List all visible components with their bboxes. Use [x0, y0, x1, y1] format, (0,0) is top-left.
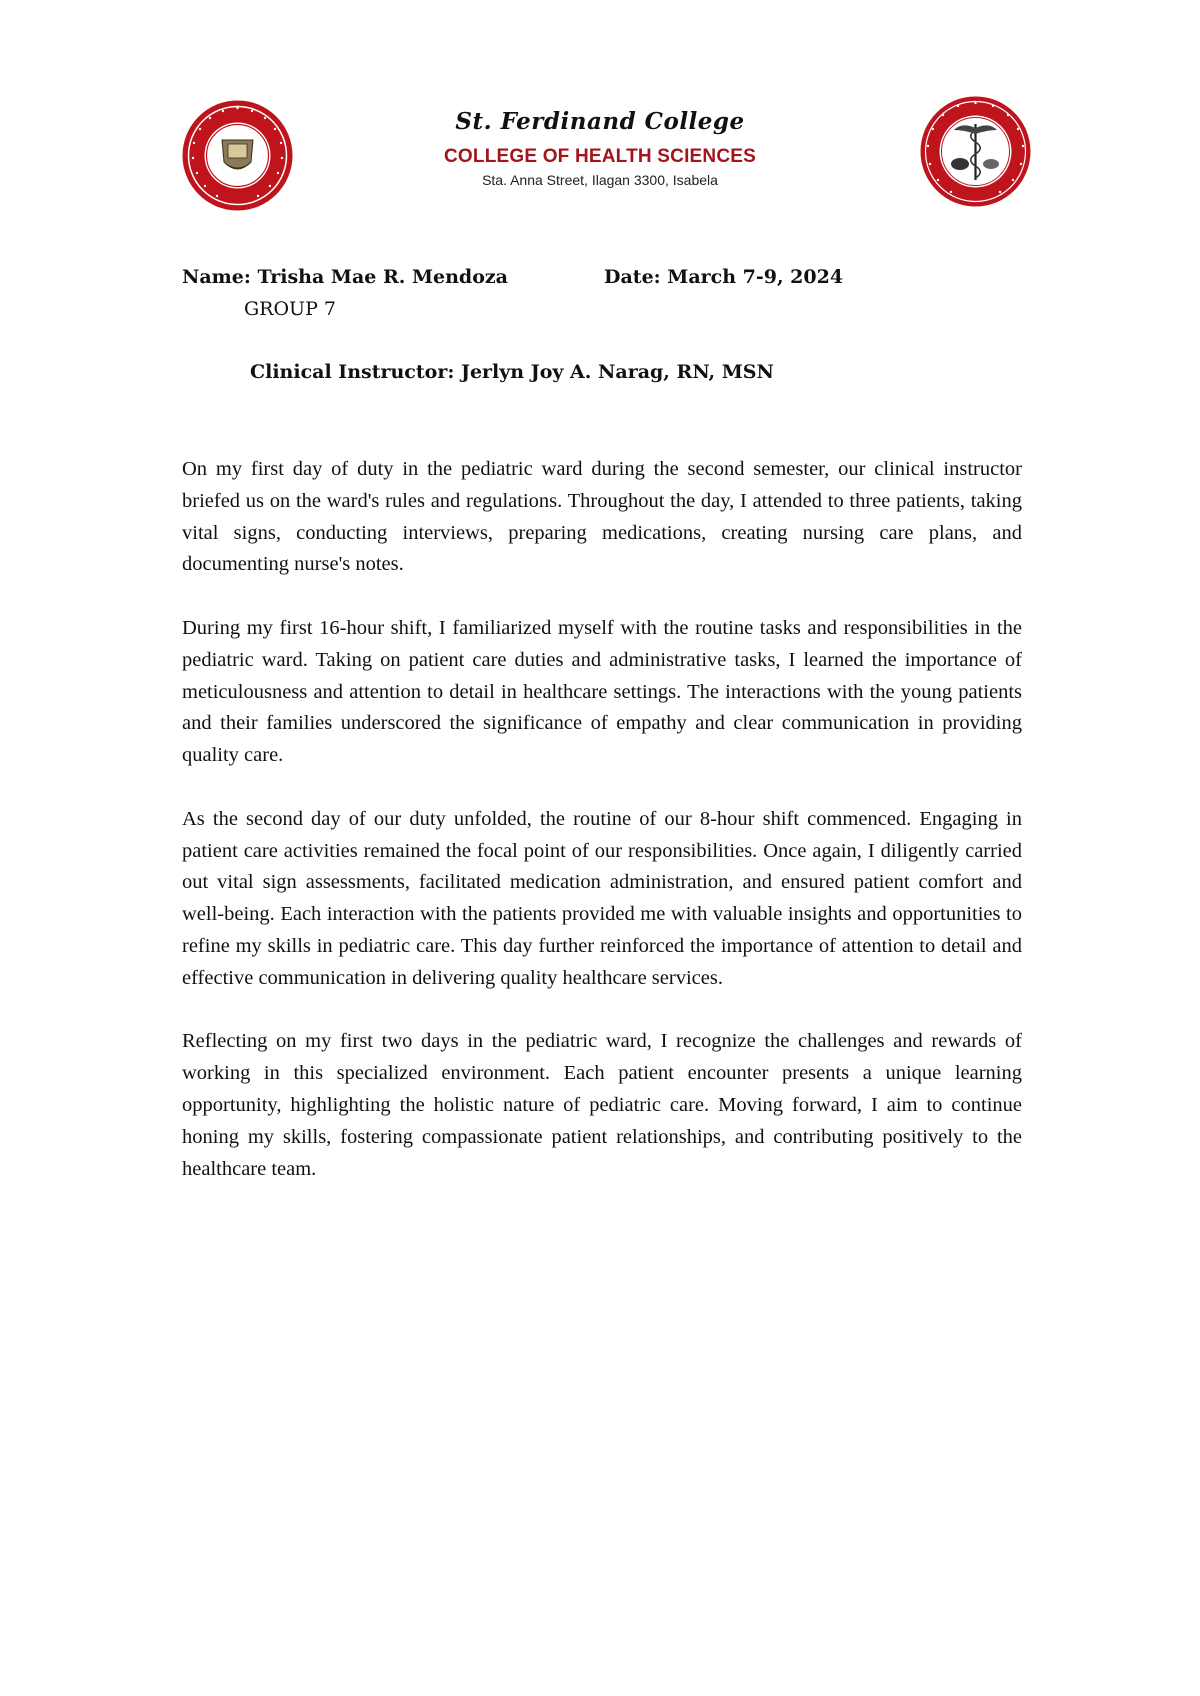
paragraph: During my first 16-hour shift, I familiarized myself with the routine tasks and responsibilities in the pediatric ward. Taking on patient care duties and administrative tasks, I learned the importance of meticulousness and attention to detail in healthcare settings. The interactions with the young patients and their families underscored the significance of empathy and clear communication in providing quality care. [182, 616, 1022, 767]
college-department: COLLEGE OF HEALTH SCIENCES [443, 146, 757, 167]
clinical-instructor: Clinical Instructor: Jerlyn Joy A. Narag, RN, MSN [250, 361, 774, 383]
paragraph: On my first day of duty in the pediatric ward during the second semester, our clinical instructor briefed us on the ward's rules and regulations. Throughout the day, I attended to three patients, taking vital signs, conducting interviews, preparing medications, creating nursing care plans, and documenting nurse's notes. [182, 458, 1022, 576]
reflection-body [182, 454, 1022, 1217]
college-name: St. Ferdinand College [455, 108, 745, 135]
college-address: Sta. Anna Street, Ilagan 3300, Isabela [482, 172, 718, 188]
duty-date: Date: March 7-9, 2024 [604, 266, 844, 288]
student-name: Name: Trisha Mae R. Mendoza [182, 266, 508, 288]
health-sciences-seal-icon [918, 94, 1033, 209]
paragraph: Reflecting on my first two days in the pediatric ward, I recognize the challenges and rewards of working in this specialized environment. Each patient encounter presents a unique learning opportunity, highlighting the holistic nature of pediatric care. Moving forward, I aim to continue honing my skills, fostering compassionate patient relationships, and contributing positively to the healthcare team. [182, 1030, 1022, 1180]
group-label: GROUP 7 [244, 298, 336, 320]
paragraph: As the second day of our duty unfolded, the routine of our 8-hour shift commenced. Engaging in patient care activities remained the focal point of our responsibilities. Once again, I diligently carried out vital sign assessments, facilitated medication administration, and ensured patient comfort and well-being. Each interaction with the patients provided me with valuable insights and opportunities to refine my skills in pediatric care. This day further reinforced the importance of attention to detail and effective communication in delivering quality healthcare services. [182, 807, 1022, 989]
